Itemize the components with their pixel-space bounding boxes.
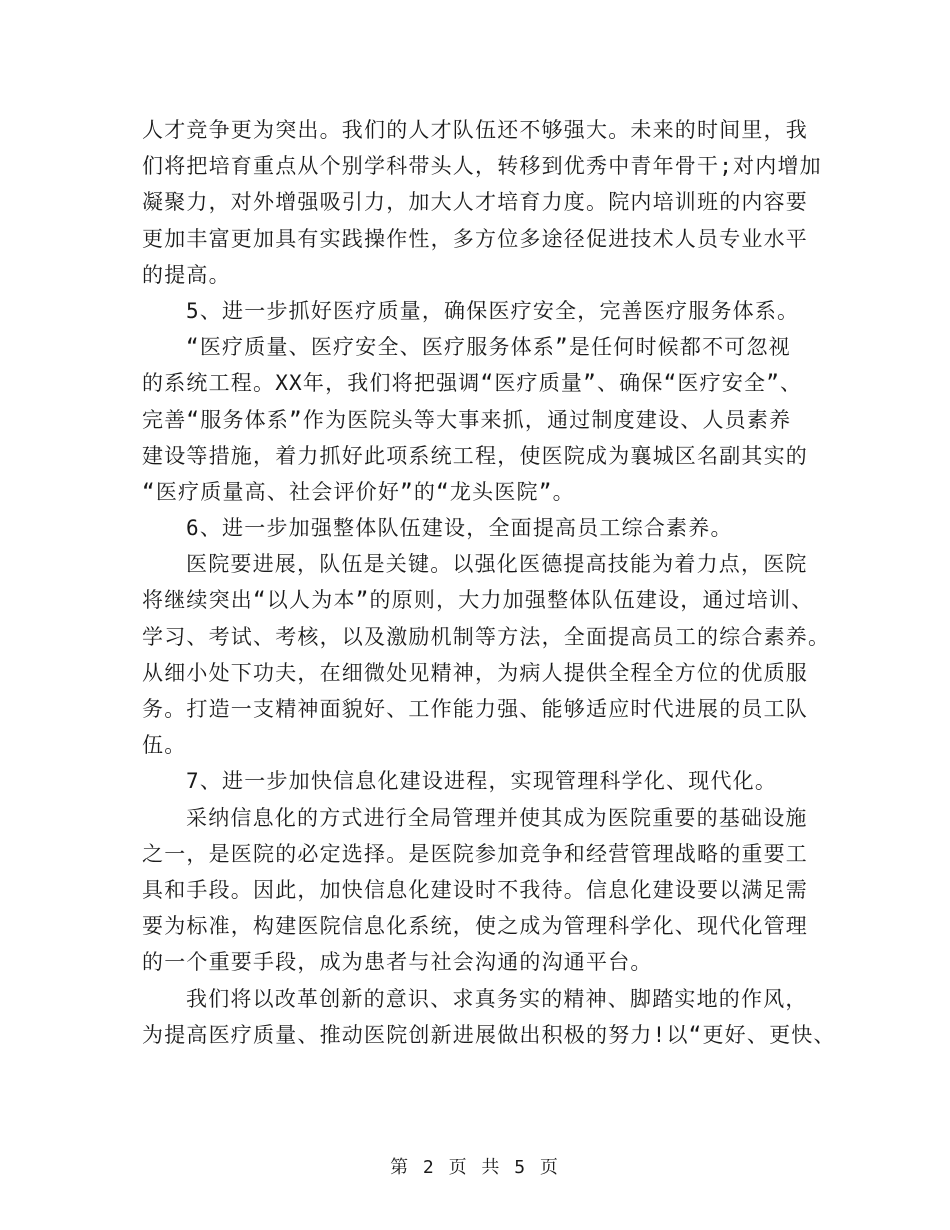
text-line: 建设等措施，着力抓好此项系统工程，使医院成为襄城区名副其实的 bbox=[142, 443, 808, 468]
page-footer: 第 2 页 共 5 页 bbox=[390, 1157, 560, 1178]
text-line: 的提高。 bbox=[142, 262, 231, 287]
text-line: 更加丰富更加具有实践操作性，多方位多途径促进技术人员专业水平 bbox=[142, 226, 808, 251]
text-line: 5、进一步抓好医疗质量，确保医疗安全，完善医疗服务体系。 bbox=[186, 298, 800, 323]
text-line: 们将把培育重点从个别学科带头人，转移到优秀中青年骨干;对内增加 bbox=[142, 154, 822, 179]
text-line: 人才竞争更为突出。我们的人才队伍还不够强大。未来的时间里，我 bbox=[142, 118, 808, 142]
text-line: 学习、考试、考核，以及激励机制等方法，全面提高员工的综合素养。 bbox=[142, 624, 831, 649]
document-body bbox=[142, 112, 836, 1053]
text-line: “医疗质量、医疗安全、医疗服务体系”是任何时候都不可忽视 bbox=[186, 335, 791, 360]
text-line: 为提高医疗质量、推动医院创新进展做出积极的努力!以“更好、更快、 bbox=[142, 1022, 836, 1047]
text-line: 的一个重要手段，成为患者与社会沟通的沟通平台。 bbox=[142, 950, 653, 975]
text-line: 伍。 bbox=[142, 733, 187, 758]
text-line: 将继续突出“以人为本”的原则，大力加强整体队伍建设，通过培训、 bbox=[142, 588, 814, 613]
text-line: 之一，是医院的必定选择。是医院参加竞争和经营管理战略的重要工 bbox=[142, 841, 808, 866]
text-line: 要为标准，构建医院信息化系统，使之成为管理科学化、现代化管理 bbox=[142, 914, 808, 939]
text-line: “医疗质量高、社会评价好”的“龙头医院”。 bbox=[142, 479, 575, 504]
text-line: 的系统工程。XX年，我们将把强调“医疗质量”、确保“医疗安全”、 bbox=[142, 371, 803, 396]
text-line: 从细小处下功夫，在细微处见精神，为病人提供全程全方位的优质服 bbox=[142, 660, 808, 685]
text-line: 采纳信息化的方式进行全局管理并使其成为医院重要的基础设施 bbox=[186, 805, 808, 830]
text-line: 7、进一步加快信息化建设进程，实现管理科学化、现代化。 bbox=[186, 769, 778, 794]
text-line: 务。打造一支精神面貌好、工作能力强、能够适应时代进展的员工队 bbox=[142, 697, 808, 721]
text-line: 6、进一步加强整体队伍建设，全面提高员工综合素养。 bbox=[186, 516, 733, 541]
text-line: 凝聚力，对外增强吸引力，加大人才培育力度。院内培训班的内容要 bbox=[142, 190, 808, 215]
text-line: 医院要进展，队伍是关键。以强化医德提高技能为着力点，医院 bbox=[186, 552, 808, 577]
text-line: 具和手段。因此，加快信息化建设时不我待。信息化建设要以满足需 bbox=[142, 877, 808, 902]
text-line: 完善“服务体系”作为医院头等大事来抓，通过制度建设、人员素养 bbox=[142, 407, 792, 432]
text-line: 我们将以改革创新的意识、求真务实的精神、脚踏实地的作风， bbox=[186, 986, 808, 1011]
